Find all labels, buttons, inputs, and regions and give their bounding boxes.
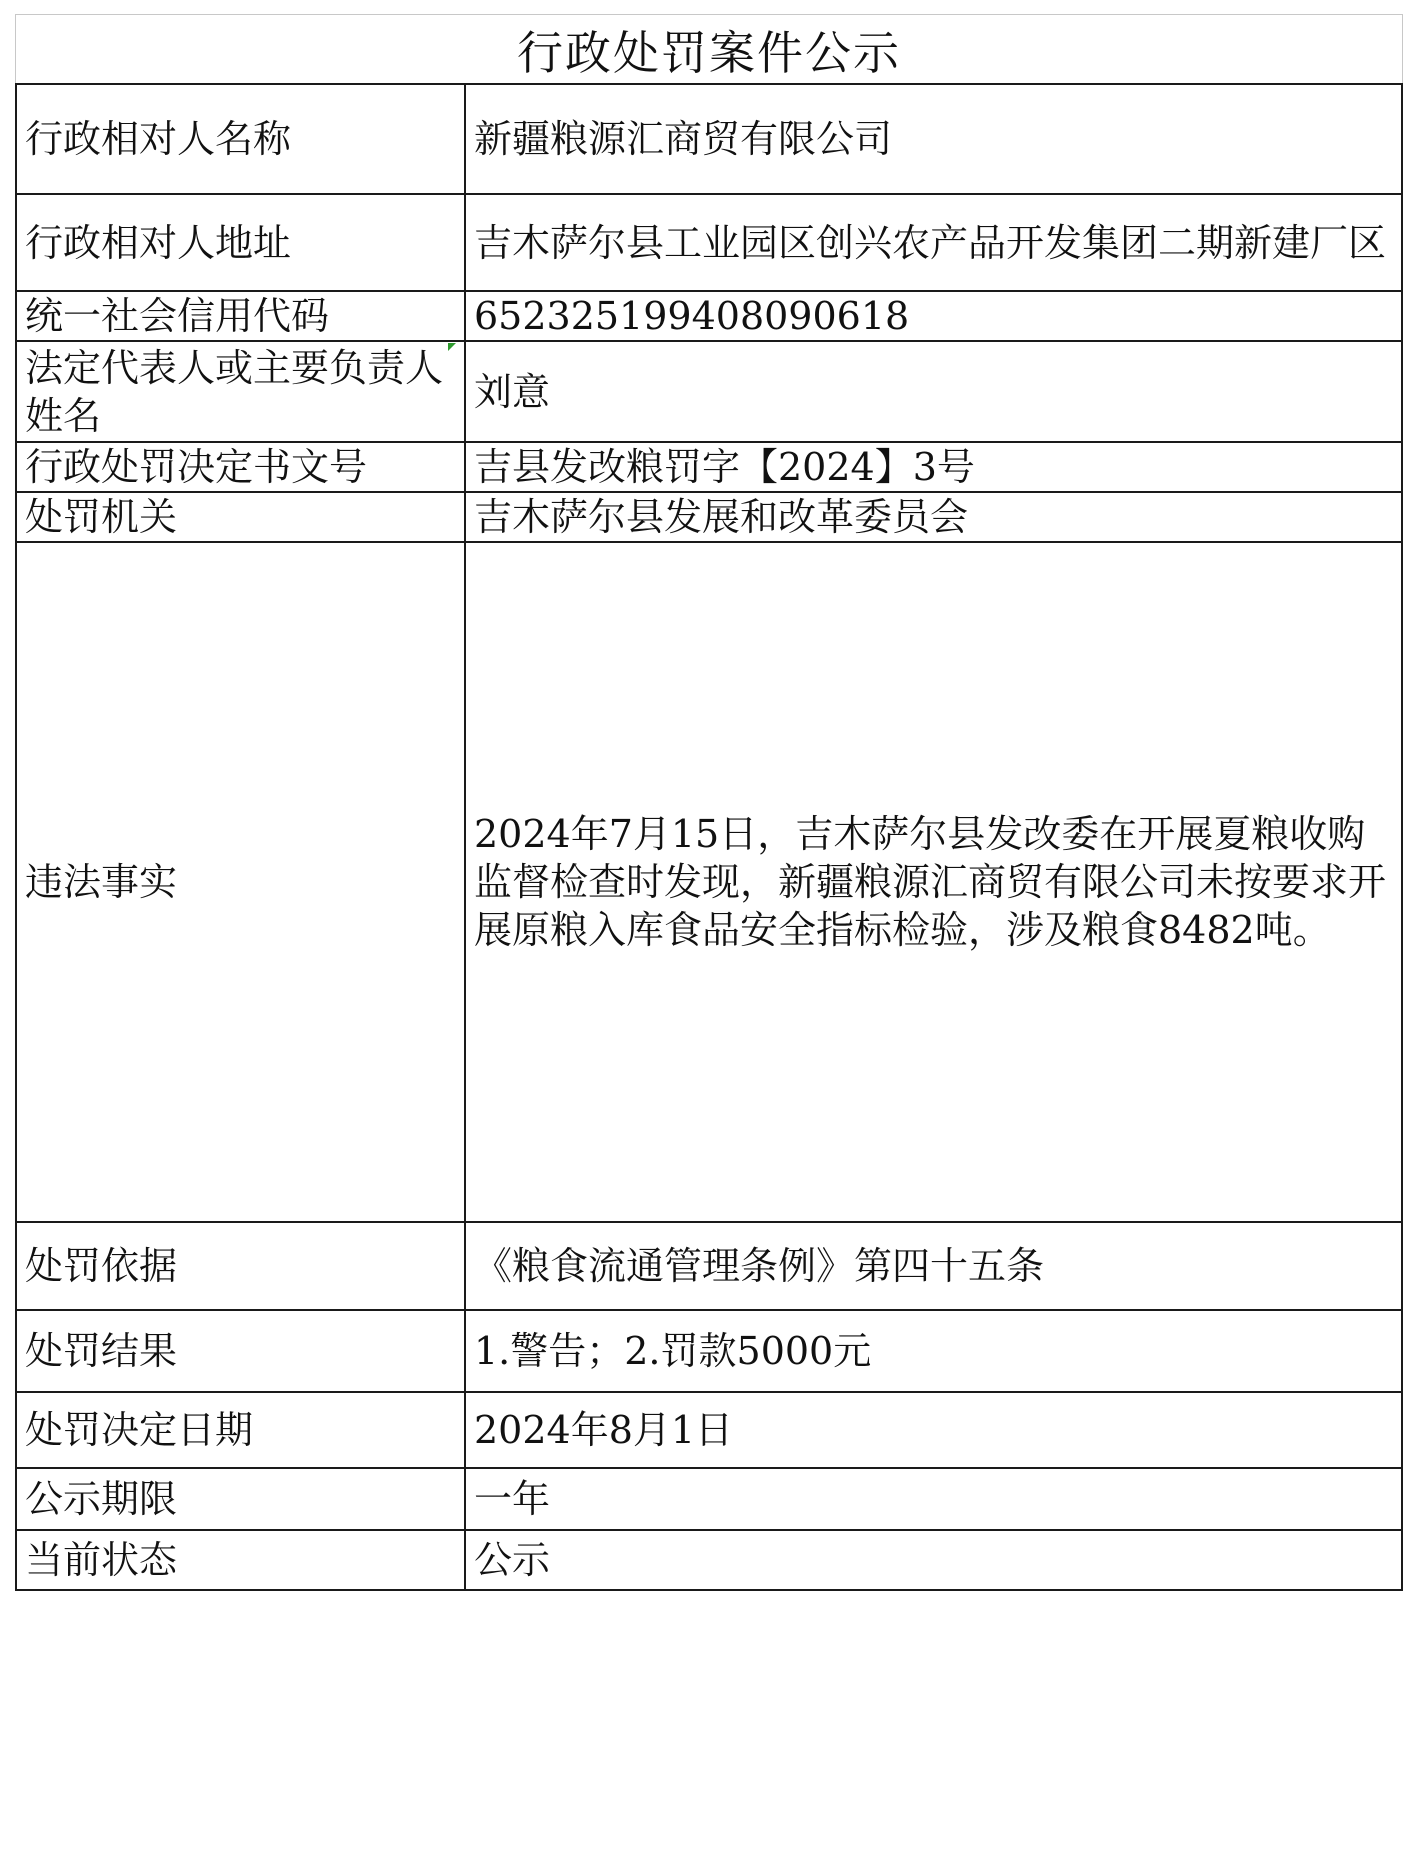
value-credit-code: 652325199408090618	[465, 291, 1402, 341]
label-penalty-result: 处罚结果	[16, 1310, 465, 1392]
value-current-status: 公示	[465, 1530, 1402, 1590]
label-decision-date: 处罚决定日期	[16, 1392, 465, 1468]
label-decision-number: 行政处罚决定书文号	[16, 442, 465, 492]
value-party-name: 新疆粮源汇商贸有限公司	[465, 84, 1402, 194]
value-decision-number: 吉县发改粮罚字【2024】3号	[465, 442, 1402, 492]
cell-comment-marker	[448, 343, 456, 351]
table-row	[16, 1530, 1402, 1590]
value-violation-facts: 2024年7月15日，吉木萨尔县发改委在开展夏粮收购监督检查时发现，新疆粮源汇商贸有限公司未按要求开展原粮入库食品安全指标检验，涉及粮食8482吨。	[465, 542, 1402, 1222]
table-row	[16, 1310, 1402, 1392]
value-penalty-result: 1.警告；2.罚款5000元	[465, 1310, 1402, 1392]
table-row	[16, 194, 1402, 291]
label-party-address: 行政相对人地址	[16, 194, 465, 291]
label-credit-code: 统一社会信用代码	[16, 291, 465, 341]
notice-title: 行政处罚案件公示	[15, 14, 1403, 84]
table-row	[16, 1392, 1402, 1468]
penalty-notice-sheet	[15, 14, 1403, 1862]
value-penalty-basis: 《粮食流通管理条例》第四十五条	[465, 1222, 1402, 1310]
label-penalty-authority: 处罚机关	[16, 492, 465, 542]
label-party-name: 行政相对人名称	[16, 84, 465, 194]
table-row	[16, 442, 1402, 492]
table-row	[16, 84, 1402, 194]
table-row	[16, 492, 1402, 542]
value-publicity-period: 一年	[465, 1468, 1402, 1530]
label-violation-facts: 违法事实	[16, 542, 465, 1222]
value-legal-representative: 刘意	[465, 341, 1402, 442]
label-publicity-period: 公示期限	[16, 1468, 465, 1530]
value-penalty-authority: 吉木萨尔县发展和改革委员会	[465, 492, 1402, 542]
label-legal-representative: 法定代表人或主要负责人姓名	[16, 341, 465, 442]
table-row	[16, 1222, 1402, 1310]
table-row	[16, 291, 1402, 341]
value-party-address: 吉木萨尔县工业园区创兴农产品开发集团二期新建厂区	[465, 194, 1402, 291]
table-row	[16, 542, 1402, 1222]
penalty-info-table	[15, 83, 1403, 1591]
table-row	[16, 1468, 1402, 1530]
label-penalty-basis: 处罚依据	[16, 1222, 465, 1310]
value-decision-date: 2024年8月1日	[465, 1392, 1402, 1468]
label-current-status: 当前状态	[16, 1530, 465, 1590]
table-row	[16, 341, 1402, 442]
